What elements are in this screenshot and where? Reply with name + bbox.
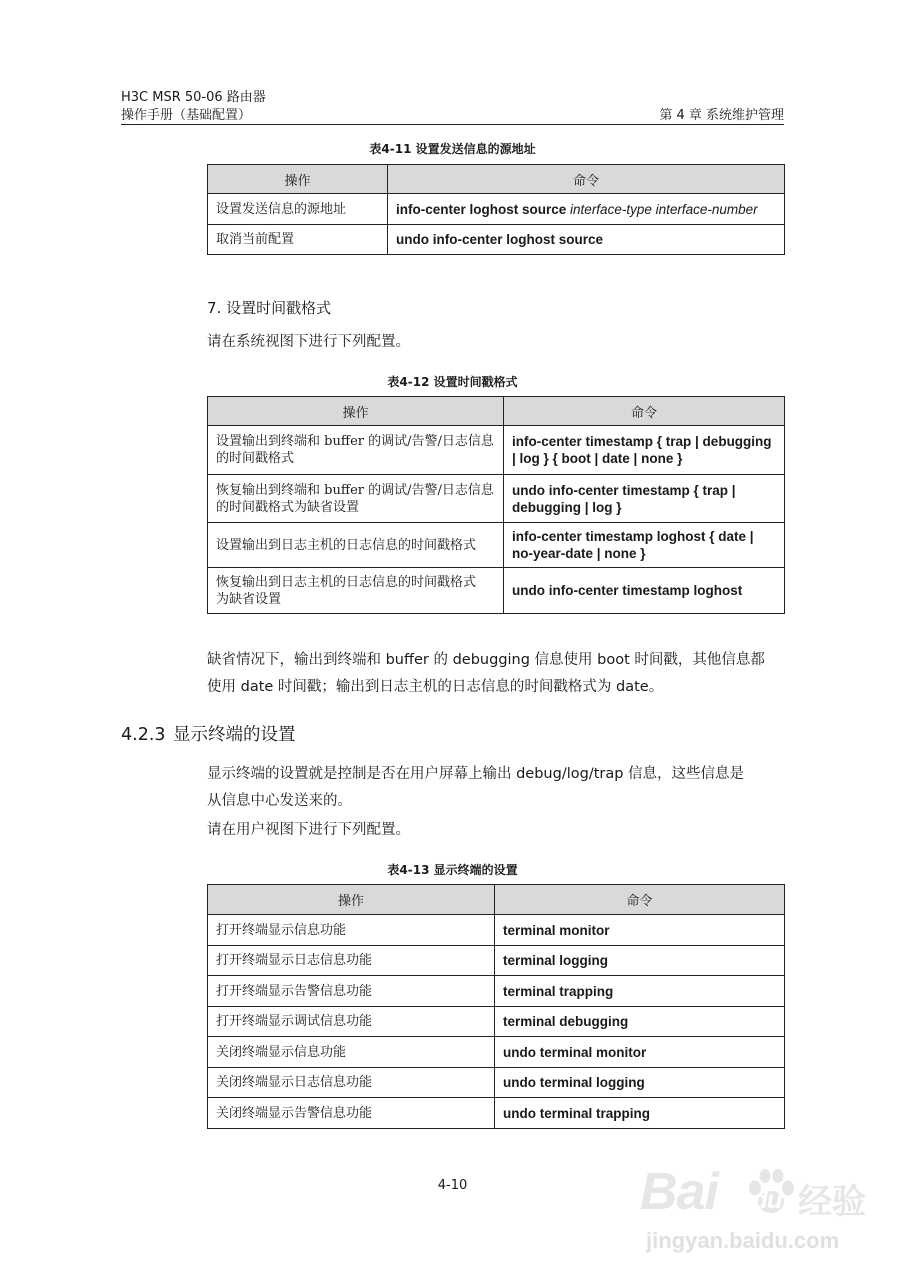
page-number: 4-10	[437, 1178, 468, 1193]
note-line-2: 使用 date 时间戳；输出到日志主机的日志信息的时间戳格式为 date。	[207, 679, 664, 695]
cmd-line-1: info-center timestamp { trap | debugging	[512, 434, 772, 449]
table-4-13	[207, 884, 785, 1129]
table-4-13-op: 打开终端显示信息功能	[208, 915, 495, 946]
table-4-13-cmd: terminal logging	[495, 946, 785, 976]
table-row	[208, 225, 785, 255]
table-4-11-op-1: 设置发送信息的源地址	[208, 194, 388, 225]
table-4-13-op: 打开终端显示调试信息功能	[208, 1007, 495, 1037]
table-row	[208, 1068, 785, 1098]
section-heading	[121, 721, 296, 746]
table-4-13-op: 关闭终端显示告警信息功能	[208, 1098, 495, 1129]
table-4-13-op: 打开终端显示告警信息功能	[208, 976, 495, 1007]
baidu-jingyan-watermark	[640, 1150, 870, 1265]
op-line-1: 恢复输出到终端和 buffer 的调试/告警/日志信息	[216, 482, 494, 498]
table-row	[208, 475, 785, 523]
table-4-13-cmd: undo terminal logging	[495, 1068, 785, 1098]
header-manual-title: 操作手册（基础配置）	[121, 108, 252, 123]
table-4-12-op-3: 设置输出到日志主机的日志信息的时间戳格式	[208, 523, 504, 568]
para-line-2: 从信息中心发送来的。	[207, 793, 352, 809]
table-4-13-op: 关闭终端显示日志信息功能	[208, 1068, 495, 1098]
table-4-13-cmd: undo terminal trapping	[495, 1098, 785, 1129]
op-line-1: 恢复输出到日志主机的日志信息的时间戳格式	[216, 574, 477, 590]
table-row	[208, 523, 785, 568]
table-4-11-op-2: 取消当前配置	[208, 225, 388, 255]
table-row	[208, 915, 785, 946]
table-4-12-op-2	[208, 475, 504, 523]
table-4-13-caption: 表4-13 显示终端的设置	[387, 863, 518, 877]
command-argument: interface-type interface-number	[570, 201, 758, 217]
table-4-11	[207, 164, 785, 255]
cmd-line-1: info-center timestamp loghost { date |	[512, 529, 754, 544]
subsection-title: 7. 设置时间戳格式	[207, 299, 332, 317]
table-4-11-caption: 表4-11 设置发送信息的源地址	[369, 142, 536, 156]
cmd-line-2: no-year-date | none }	[512, 546, 646, 561]
op-line-1: 设置输出到终端和 buffer 的调试/告警/日志信息	[216, 434, 494, 449]
table-4-13-header-cmd: 命令	[495, 885, 785, 915]
table-4-11-header-op: 操作	[208, 165, 388, 194]
table-row	[208, 1007, 785, 1037]
section-title: 显示终端的设置	[173, 725, 296, 745]
table-4-13-cmd: undo terminal monitor	[495, 1037, 785, 1068]
table-row	[208, 568, 785, 614]
note-line-1: 缺省情况下，输出到终端和 buffer 的 debugging 信息使用 boot 时间戳，其他信息都	[207, 652, 765, 668]
table-4-12-cmd-2	[504, 475, 785, 523]
table-4-12-header-cmd: 命令	[504, 397, 785, 426]
table-4-13-header-op: 操作	[208, 885, 495, 915]
table-row	[208, 194, 785, 225]
header-product: H3C MSR 50-06 路由器	[121, 90, 266, 105]
table-4-12	[207, 396, 785, 614]
header-chapter: 第 4 章 系统维护管理	[659, 108, 784, 123]
watermark-brand-latin: Bai	[640, 1163, 718, 1221]
section-number: 4.2.3	[121, 725, 166, 745]
table-4-12-cmd-3	[504, 523, 785, 568]
table-4-13-op: 打开终端显示日志信息功能	[208, 946, 495, 976]
table-4-11-header-cmd: 命令	[388, 165, 785, 194]
table-row	[208, 1098, 785, 1129]
header-rule	[121, 124, 784, 125]
table-4-13-op: 关闭终端显示信息功能	[208, 1037, 495, 1068]
table-4-13-cmd: terminal debugging	[495, 1007, 785, 1037]
para-line-1: 显示终端的设置就是控制是否在用户屏幕上输出 debug/log/trap 信息，这些信息是	[207, 766, 745, 782]
cmd-line-1: undo info-center timestamp { trap |	[512, 482, 736, 498]
op-line-2: 的时间戳格式为缺省设置	[216, 499, 360, 515]
table-4-12-cmd-1	[504, 426, 785, 475]
table-row	[208, 976, 785, 1007]
table-4-12-caption: 表4-12 设置时间戳格式	[387, 375, 518, 389]
watermark-url: jingyan.baidu.com	[646, 1228, 840, 1253]
table-4-11-cmd-1	[388, 194, 785, 225]
watermark-brand-cn: 经验	[798, 1182, 866, 1222]
table-4-12-cmd-4: undo info-center timestamp loghost	[504, 568, 785, 614]
table-4-13-cmd: terminal monitor	[495, 915, 785, 946]
table-row	[208, 426, 785, 475]
table-4-11-cmd-2: undo info-center loghost source	[388, 225, 785, 255]
cmd-line-2: | log } { boot | date | none }	[512, 451, 683, 466]
section-4-2-3-paragraph	[207, 761, 784, 815]
op-line-2: 的时间戳格式	[216, 451, 295, 466]
cmd-line-2: debugging | log }	[512, 499, 622, 515]
watermark-brand-du: du	[752, 1184, 782, 1214]
op-line-2: 为缺省设置	[216, 591, 282, 607]
table-row	[208, 946, 785, 976]
default-note	[207, 647, 784, 701]
section-4-2-3-intro: 请在用户视图下进行下列配置。	[207, 822, 410, 838]
table-4-12-header-op: 操作	[208, 397, 504, 426]
table-4-13-cmd: terminal trapping	[495, 976, 785, 1007]
table-4-12-op-4	[208, 568, 504, 614]
table-row	[208, 1037, 785, 1068]
section-7-intro: 请在系统视图下进行下列配置。	[207, 334, 410, 350]
table-4-12-op-1	[208, 426, 504, 475]
command-keyword: info-center loghost source	[396, 201, 567, 217]
